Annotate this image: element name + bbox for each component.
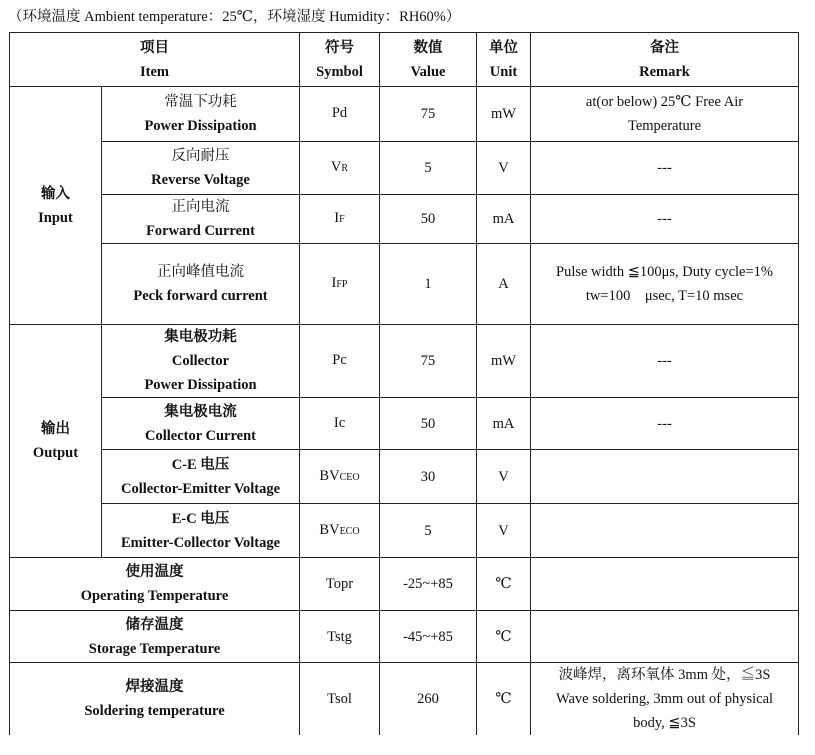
- value-cell: 1: [380, 244, 477, 325]
- table-row: [10, 611, 799, 663]
- param-name: 使用温度 Operating Temperature: [10, 558, 300, 611]
- symbol-cell: VR: [300, 142, 380, 195]
- symbol-cell: Pd: [300, 87, 380, 142]
- param-name: 正向电流 Forward Current: [102, 195, 300, 244]
- table-row: [10, 87, 799, 142]
- table-row: [10, 325, 799, 398]
- value-cell: 50: [380, 195, 477, 244]
- remark-cell: ---: [531, 398, 799, 450]
- value-cell: 260: [380, 663, 477, 736]
- symbol-cell: Tstg: [300, 611, 380, 663]
- header-symbol: 符号 Symbol: [300, 33, 380, 87]
- param-name: 反向耐压 Reverse Voltage: [102, 142, 300, 195]
- value-cell: 5: [380, 504, 477, 558]
- unit-cell: V: [477, 142, 531, 195]
- table-row: [10, 663, 799, 736]
- param-name: E-C 电压 Emitter-Collector Voltage: [102, 504, 300, 558]
- value-cell: 5: [380, 142, 477, 195]
- unit-cell: A: [477, 244, 531, 325]
- param-name: 常温下功耗 Power Dissipation: [102, 87, 300, 142]
- unit-cell: ℃: [477, 558, 531, 611]
- unit-cell: mW: [477, 87, 531, 142]
- table-row: [10, 558, 799, 611]
- header-value: 数值 Value: [380, 33, 477, 87]
- param-name: 正向峰值电流 Peck forward current: [102, 244, 300, 325]
- unit-cell: V: [477, 450, 531, 504]
- header-row: [10, 33, 799, 87]
- remark-cell: at(or below) 25℃ Free Air Temperature: [531, 87, 799, 142]
- symbol-cell: IFP: [300, 244, 380, 325]
- table-row: [10, 244, 799, 325]
- unit-cell: mW: [477, 325, 531, 398]
- header-item: 项目 Item: [10, 33, 300, 87]
- header-remark: 备注 Remark: [531, 33, 799, 87]
- ratings-table: [9, 32, 799, 735]
- unit-cell: V: [477, 504, 531, 558]
- table-row: [10, 450, 799, 504]
- unit-cell: mA: [477, 195, 531, 244]
- value-cell: 75: [380, 325, 477, 398]
- group-input: 输入 Input: [10, 87, 102, 325]
- symbol-cell: BVECO: [300, 504, 380, 558]
- unit-cell: ℃: [477, 611, 531, 663]
- remark-cell: [531, 558, 799, 611]
- remark-cell: ---: [531, 195, 799, 244]
- table-caption: （环境温度 Ambient temperature：25℃，环境湿度 Humidity：RH60%）: [8, 9, 461, 25]
- remark-cell: Pulse width ≦100μs, Duty cycle=1% tw=100 μsec, T=10 msec: [531, 244, 799, 325]
- value-cell: -25~+85: [380, 558, 477, 611]
- param-name: C-E 电压 Collector-Emitter Voltage: [102, 450, 300, 504]
- value-cell: 30: [380, 450, 477, 504]
- table-row: [10, 142, 799, 195]
- symbol-cell: Pc: [300, 325, 380, 398]
- value-cell: 75: [380, 87, 477, 142]
- group-output: 输出 Output: [10, 325, 102, 558]
- remark-cell: 波峰焊，离环氧体 3mm 处，≦3S Wave soldering, 3mm out of physical body, ≦3S: [531, 663, 799, 736]
- table-row: [10, 195, 799, 244]
- param-name: 储存温度 Storage Temperature: [10, 611, 300, 663]
- param-name: 焊接温度 Soldering temperature: [10, 663, 300, 736]
- symbol-cell: IF: [300, 195, 380, 244]
- unit-cell: mA: [477, 398, 531, 450]
- remark-cell: [531, 450, 799, 504]
- symbol-cell: Tsol: [300, 663, 380, 736]
- table-row: [10, 504, 799, 558]
- remark-cell: ---: [531, 325, 799, 398]
- table-row: [10, 398, 799, 450]
- remark-cell: [531, 504, 799, 558]
- remark-cell: [531, 611, 799, 663]
- header-unit: 单位 Unit: [477, 33, 531, 87]
- remark-cell: ---: [531, 142, 799, 195]
- symbol-cell: Topr: [300, 558, 380, 611]
- value-cell: -45~+85: [380, 611, 477, 663]
- unit-cell: ℃: [477, 663, 531, 736]
- symbol-cell: BVCEO: [300, 450, 380, 504]
- symbol-cell: Ic: [300, 398, 380, 450]
- value-cell: 50: [380, 398, 477, 450]
- param-name: 集电极功耗 Collector Power Dissipation: [102, 325, 300, 398]
- param-name: 集电极电流 Collector Current: [102, 398, 300, 450]
